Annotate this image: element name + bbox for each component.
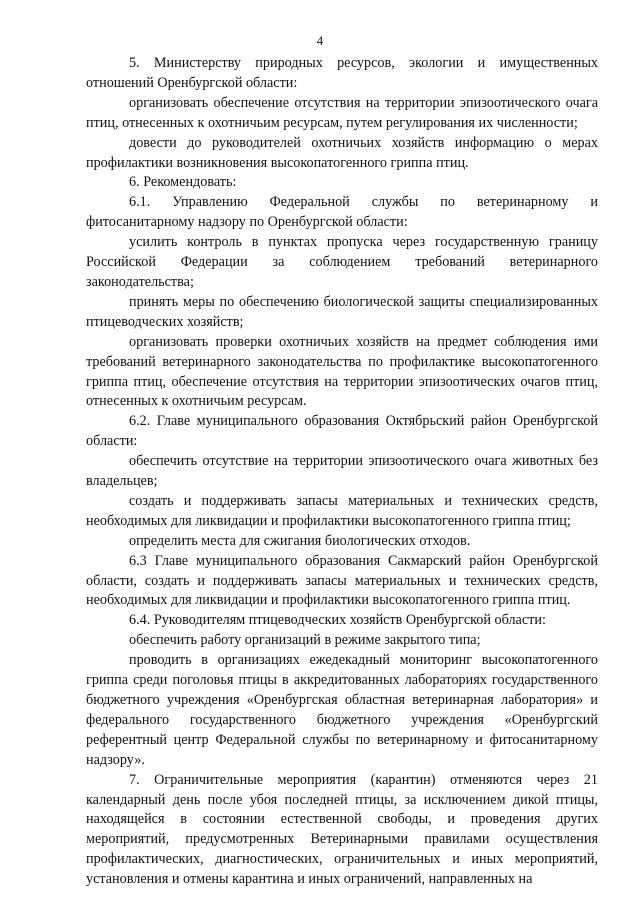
paragraph-6-4-item-1: обеспечить работу организаций в режиме закрытого типа;: [129, 632, 481, 649]
paragraph-6-1: 6.1. Управлению Федеральной службы по ветеринарному и фитосанитарному надзору по Оренбургской области:: [86, 194, 598, 231]
paragraph-6-4: 6.4. Руководителям птицеводческих хозяйств Оренбургской области:: [129, 612, 546, 629]
paragraph-6-1-item-3: организовать проверки охотничьих хозяйств на предмет соблюдения ими требований ветеринарного законодательства по профилактике высокопатогенного гриппа птиц, обеспечение отсутствия на территории эпизоотических очагов птиц, отнесенных к охотничьим ресурсам.: [86, 333, 598, 410]
paragraph-6-2-item-1: обеспечить отсутствие на территории эпизоотического очага животных без владельцев;: [86, 453, 598, 490]
paragraph-6-4-item-2: проводить в организациях ежедекадный мониторинг высокопатогенного гриппа среди поголовья птицы в аккредитованных лабораториях государственного бюджетного учреждения «Оренбургская областная ветеринарная лаборатория» и федерального государственного бюджетного учреждения «Оренбургский референтный центр Федеральной службы по ветеринарному и фитосанитарному надзору».: [86, 652, 598, 768]
paragraph-6-2: 6.2. Главе муниципального образования Октябрьский район Оренбургской области:: [86, 413, 598, 450]
paragraph-6-1-item-2: принять меры по обеспечению биологической защиты специализированных птицеводческих хозяйств;: [86, 293, 598, 330]
paragraph-7: 7. Ограничительные мероприятия (карантин) отменяются через 21 календарный день после убоя последней птицы, за исключением дикой птицы, находящейся в состоянии естественной свободы, и проведения других мероприятий, предусмотренных Ветеринарными правилами осуществления профилактических, диагностических, ограничительных и иных мероприятий, установления и отмены карантина и иных ограничений, направленных на: [86, 771, 598, 888]
paragraph-5-item-2: довести до руководителей охотничьих хозяйств информацию о мерах профилактики возникновения высокопатогенного гриппа птиц.: [86, 134, 598, 171]
paragraph-6-2-item-2: создать и поддерживать запасы материальных и технических средств, необходимых для ликвидации и профилактики высокопатогенного гриппа птиц;: [86, 492, 598, 529]
paragraph-5: 5. Министерству природных ресурсов, экологии и имущественных отношений Оренбургской области:: [86, 55, 598, 91]
paragraph-6-2-item-3: определить места для сжигания биологических отходов.: [129, 532, 471, 549]
paragraph-6-1-item-1: усилить контроль в пунктах пропуска через государственную границу Российской Федерации за соблюдением требований ветеринарного законодательства;: [86, 234, 598, 290]
document-body: [86, 54, 598, 890]
paragraph-6-3: 6.3 Главе муниципального образования Сакмарский район Оренбургской области, создать и поддерживать запасы материальных и технических средств, необходимых для ликвидации и профилактики высокопатогенного гриппа птиц.: [86, 552, 598, 609]
paragraph-6: 6. Рекомендовать:: [129, 174, 237, 191]
page-number: 4: [316, 33, 324, 48]
paragraph-5-item-1: организовать обеспечение отсутствия на территории эпизоотического очага птиц, отнесенных к охотничьим ресурсам, путем регулирования их численности;: [86, 94, 598, 131]
